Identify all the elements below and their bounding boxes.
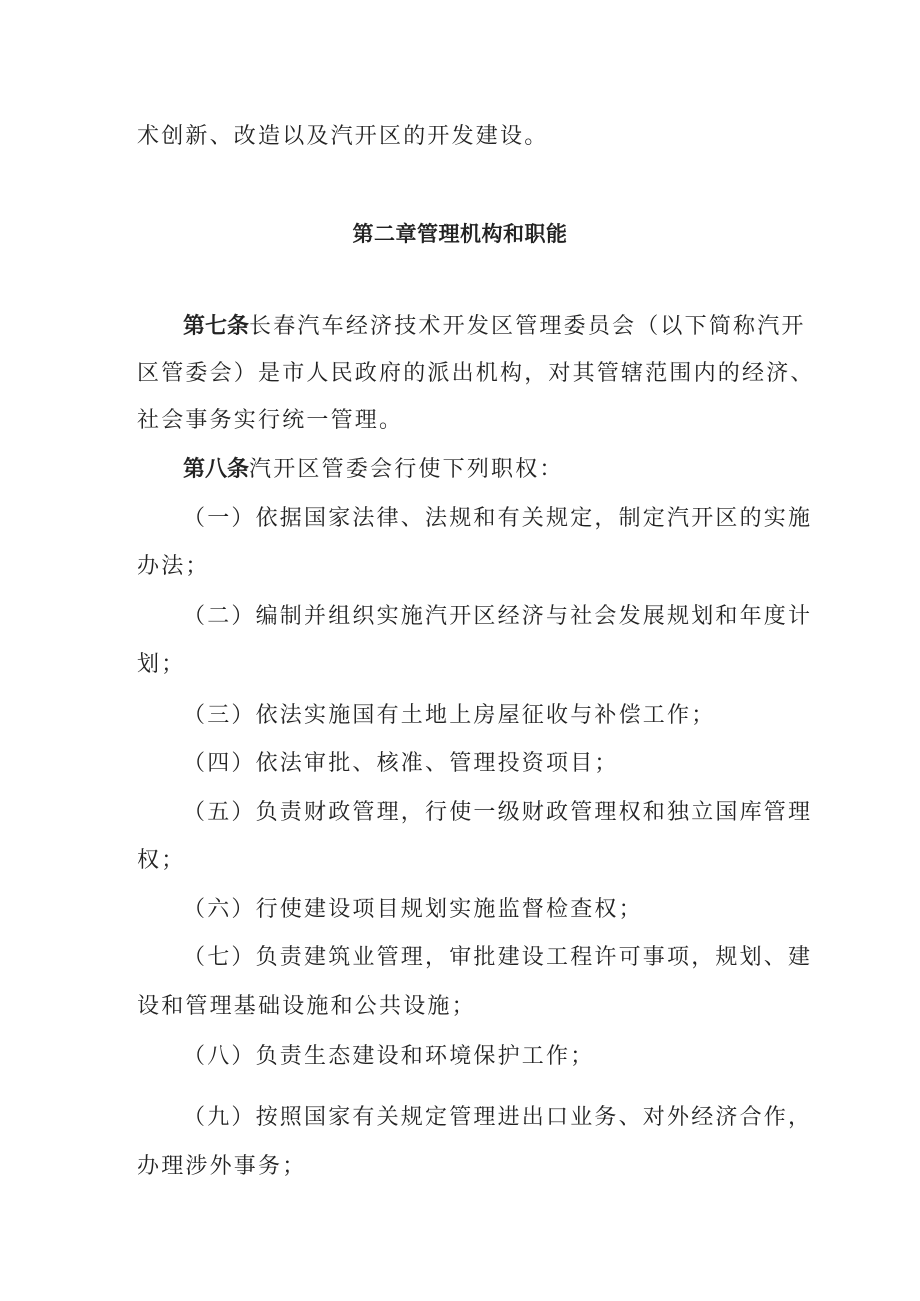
article-7-label: 第七条 xyxy=(183,314,250,339)
item-2-line-2: 划； xyxy=(137,652,186,677)
item-2-line-1: （二）编制并组织实施汽开区经济与社会发展规划和年度计 xyxy=(183,604,813,629)
item-9-line-2: 办理涉外事务； xyxy=(137,1154,307,1179)
carry-over-line: 术创新、改造以及汽开区的开发建设。 xyxy=(137,124,549,149)
item-3: （三）依法实施国有土地上房屋征收与补偿工作； xyxy=(183,703,716,728)
item-1-line-1: （一）依据国家法律、法规和有关规定，制定汽开区的实施 xyxy=(183,506,813,531)
article-8-line-1 xyxy=(183,454,920,486)
chapter-heading: 第二章管理机构和职能 xyxy=(352,222,568,246)
article-7-line-2: 区管委会）是市人民政府的派出机构，对其管辖范围内的经济、 xyxy=(137,361,815,386)
article-8-label: 第八条 xyxy=(183,457,250,482)
item-8: （八）负责生态建设和环境保护工作； xyxy=(183,1044,595,1069)
item-4: （四）依法审批、核准、管理投资项目； xyxy=(183,751,619,776)
item-6: （六）行使建设项目规划实施监督检查权； xyxy=(183,897,643,922)
article-7-text-1: 长春汽车经济技术开发区管理委员会（以下简称汽开 xyxy=(249,314,806,339)
article-8-text-1: 汽开区管委会行使下列职权： xyxy=(249,457,564,482)
item-7-line-2: 设和管理基础设施和公共设施； xyxy=(137,994,476,1019)
item-1-line-2: 办法； xyxy=(137,554,210,579)
item-5-line-2: 权； xyxy=(137,848,186,873)
item-5-line-1: （五）负责财政管理，行使一级财政管理权和独立国库管理 xyxy=(183,800,813,825)
article-7-line-3: 社会事务实行统一管理。 xyxy=(137,408,404,433)
item-7-line-1: （七）负责建筑业管理，审批建设工程许可事项，规划、建 xyxy=(183,945,813,970)
article-7-line-1 xyxy=(183,311,920,343)
item-9-line-1: （九）按照国家有关规定管理进出口业务、对外经济合作， xyxy=(183,1105,813,1130)
